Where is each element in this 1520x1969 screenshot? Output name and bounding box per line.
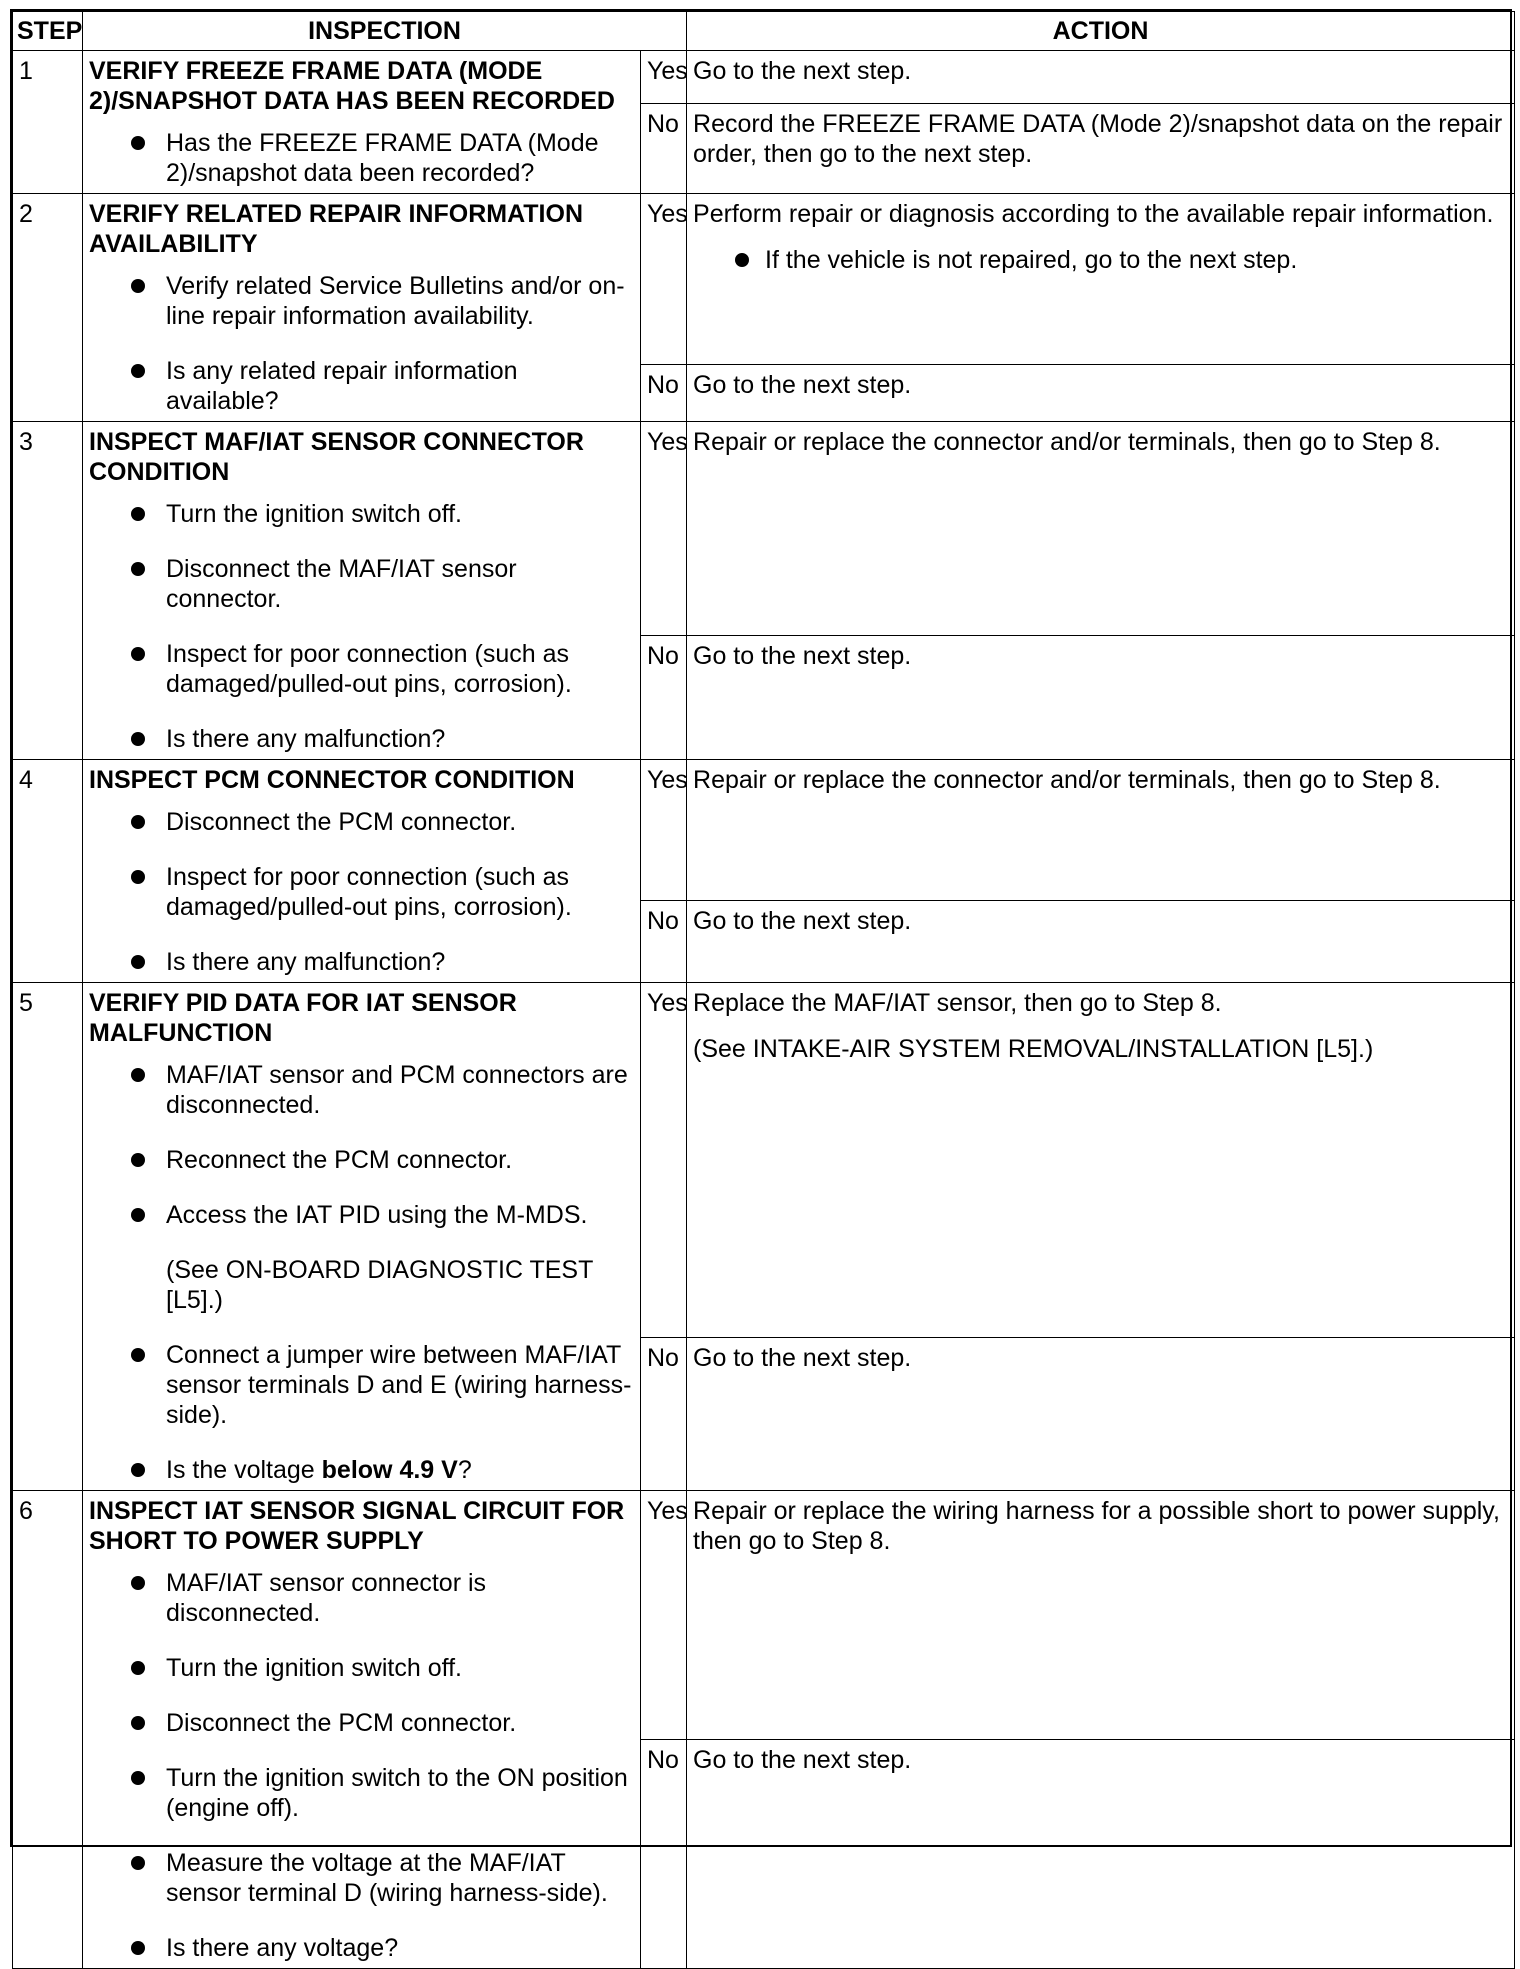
inspection-item: Turn the ignition switch off. [131,499,634,529]
bullet-icon [131,870,145,884]
step-title: INSPECT PCM CONNECTOR CONDITION [89,766,575,794]
inspection-item: Disconnect the PCM connector. [131,1708,634,1738]
bullet-icon [131,364,145,378]
inspection-item: Inspect for poor connection (such as damaged/pulled-out pins, corrosion). [131,862,634,922]
step-5-inspection [83,983,641,1491]
step-title: INSPECT MAF/IAT SENSOR CONNECTOR CONDITION [89,428,584,486]
step-number: 6 [13,1491,83,1969]
bullet-icon [131,1576,145,1590]
action-list [693,245,1508,275]
step-number: 1 [13,51,83,194]
bullet-icon [131,955,145,969]
reference-note: (See ON-BOARD DIAGNOSTIC TEST [L5].) [166,1256,593,1314]
step-4-yes-row [13,760,1515,901]
bullet-icon [131,1771,145,1785]
bullet-icon [131,1208,145,1222]
header-step: STEP [13,12,83,51]
no-label: No [641,635,687,759]
step-number: 4 [13,760,83,983]
no-action: Go to the next step. [687,900,1515,982]
yes-action: Perform repair or diagnosis according to the available repair information. If the vehicle is not repaired, go to the next step. [687,194,1515,365]
step-6-inspection [83,1491,641,1969]
inspection-list [89,271,634,416]
header-action: ACTION [687,12,1515,51]
no-label: No [641,103,687,193]
inspection-item: Disconnect the PCM connector. [131,807,634,837]
yes-action: Go to the next step. [687,51,1515,104]
inspection-item: Connect a jumper wire between MAF/IAT sensor terminals D and E (wiring harness-side). [131,1340,634,1430]
voltage-threshold: below 4.9 V [321,1456,458,1484]
bullet-icon [131,815,145,829]
yes-action: Repair or replace the connector and/or terminals, then go to Step 8. [687,422,1515,636]
inspection-item: Inspect for poor connection (such as damaged/pulled-out pins, corrosion). [131,639,634,699]
inspection-item: Verify related Service Bulletins and/or on-line repair information availability. [131,271,634,331]
bullet-icon [735,253,749,267]
yes-action: Repair or replace the connector and/or terminals, then go to Step 8. [687,760,1515,901]
step-number: 3 [13,422,83,760]
inspection-list [89,1568,634,1963]
yes-label: Yes [641,422,687,636]
inspection-item: Measure the voltage at the MAF/IAT sensor terminal D (wiring harness-side). [131,1848,634,1908]
bullet-icon [131,1716,145,1730]
step-title: INSPECT IAT SENSOR SIGNAL CIRCUIT FOR SHORT TO POWER SUPPLY [89,1497,625,1555]
step-title: VERIFY PID DATA FOR IAT SENSOR MALFUNCTION [89,989,517,1047]
no-label: No [641,364,687,421]
no-action: Go to the next step. [687,635,1515,759]
bullet-icon [131,1856,145,1870]
inspection-item: Turn the ignition switch to the ON position (engine off). [131,1763,634,1823]
inspection-item: Turn the ignition switch off. [131,1653,634,1683]
bullet-icon [131,732,145,746]
step-3-inspection [83,422,641,760]
bullet-icon [131,1348,145,1362]
step-6-yes-row [13,1491,1515,1740]
yes-label: Yes [641,983,687,1338]
inspection-item: Is there any malfunction? [131,724,634,754]
step-title: VERIFY FREEZE FRAME DATA (MODE 2)/SNAPSHOT DATA HAS BEEN RECORDED [89,57,615,115]
inspection-list [89,807,634,977]
reference-note: (See INTAKE-AIR SYSTEM REMOVAL/INSTALLATION [L5].) [693,1035,1374,1063]
yes-action: Replace the MAF/IAT sensor, then go to Step 8. (See INTAKE-AIR SYSTEM REMOVAL/INSTALLATION [L5].) [687,983,1515,1338]
inspection-item: MAF/IAT sensor connector is disconnected. [131,1568,634,1628]
inspection-item: Access the IAT PID using the M-MDS. [131,1200,634,1230]
step-3-yes-row [13,422,1515,636]
bullet-icon [131,647,145,661]
yes-label: Yes [641,194,687,365]
yes-label: Yes [641,760,687,901]
bullet-icon [131,507,145,521]
yes-label: Yes [641,1491,687,1740]
step-1-inspection [83,51,641,194]
bullet-icon [131,562,145,576]
inspection-item: Is the voltage below 4.9 V? [131,1455,634,1485]
action-item: If the vehicle is not repaired, go to the next step. [735,245,1508,275]
inspection-item: Reconnect the PCM connector. [131,1145,634,1175]
no-action: Go to the next step. [687,1740,1515,1969]
no-label: No [641,1740,687,1969]
bullet-icon [131,1941,145,1955]
step-number: 2 [13,194,83,422]
inspection-item: Is there any voltage? [131,1933,634,1963]
step-1-yes-row [13,51,1515,104]
bullet-icon [131,136,145,150]
no-label: No [641,900,687,982]
no-action: Record the FREEZE FRAME DATA (Mode 2)/snapshot data on the repair order, then go to the next step. [687,103,1515,193]
no-action: Go to the next step. [687,1337,1515,1490]
bullet-icon [131,1463,145,1477]
header-inspection: INSPECTION [83,12,687,51]
inspection-item: MAF/IAT sensor and PCM connectors are disconnected. [131,1060,634,1120]
inspection-item: Disconnect the MAF/IAT sensor connector. [131,554,634,614]
bullet-icon [131,1068,145,1082]
inspection-list [89,128,634,188]
inspection-item: Is any related repair information available? [131,356,634,416]
diagnostic-procedure-document [10,9,1512,1962]
table-header-row [13,12,1515,51]
step-title: VERIFY RELATED REPAIR INFORMATION AVAILABILITY [89,200,583,258]
step-2-inspection [83,194,641,422]
bullet-icon [131,279,145,293]
yes-label: Yes [641,51,687,104]
inspection-item: Has the FREEZE FRAME DATA (Mode 2)/snapshot data been recorded? [131,128,634,188]
no-label: No [641,1337,687,1490]
no-action: Go to the next step. [687,364,1515,421]
inspection-list [89,499,634,754]
inspection-item: Is there any malfunction? [131,947,634,977]
step-number: 5 [13,983,83,1491]
step-4-inspection [83,760,641,983]
yes-action: Repair or replace the wiring harness for a possible short to power supply, then go to Step 8. [687,1491,1515,1740]
bullet-icon [131,1153,145,1167]
inspection-list [89,1060,634,1485]
step-2-yes-row [13,194,1515,365]
step-5-yes-row [13,983,1515,1338]
bullet-icon [131,1661,145,1675]
inspection-table [12,11,1515,1969]
